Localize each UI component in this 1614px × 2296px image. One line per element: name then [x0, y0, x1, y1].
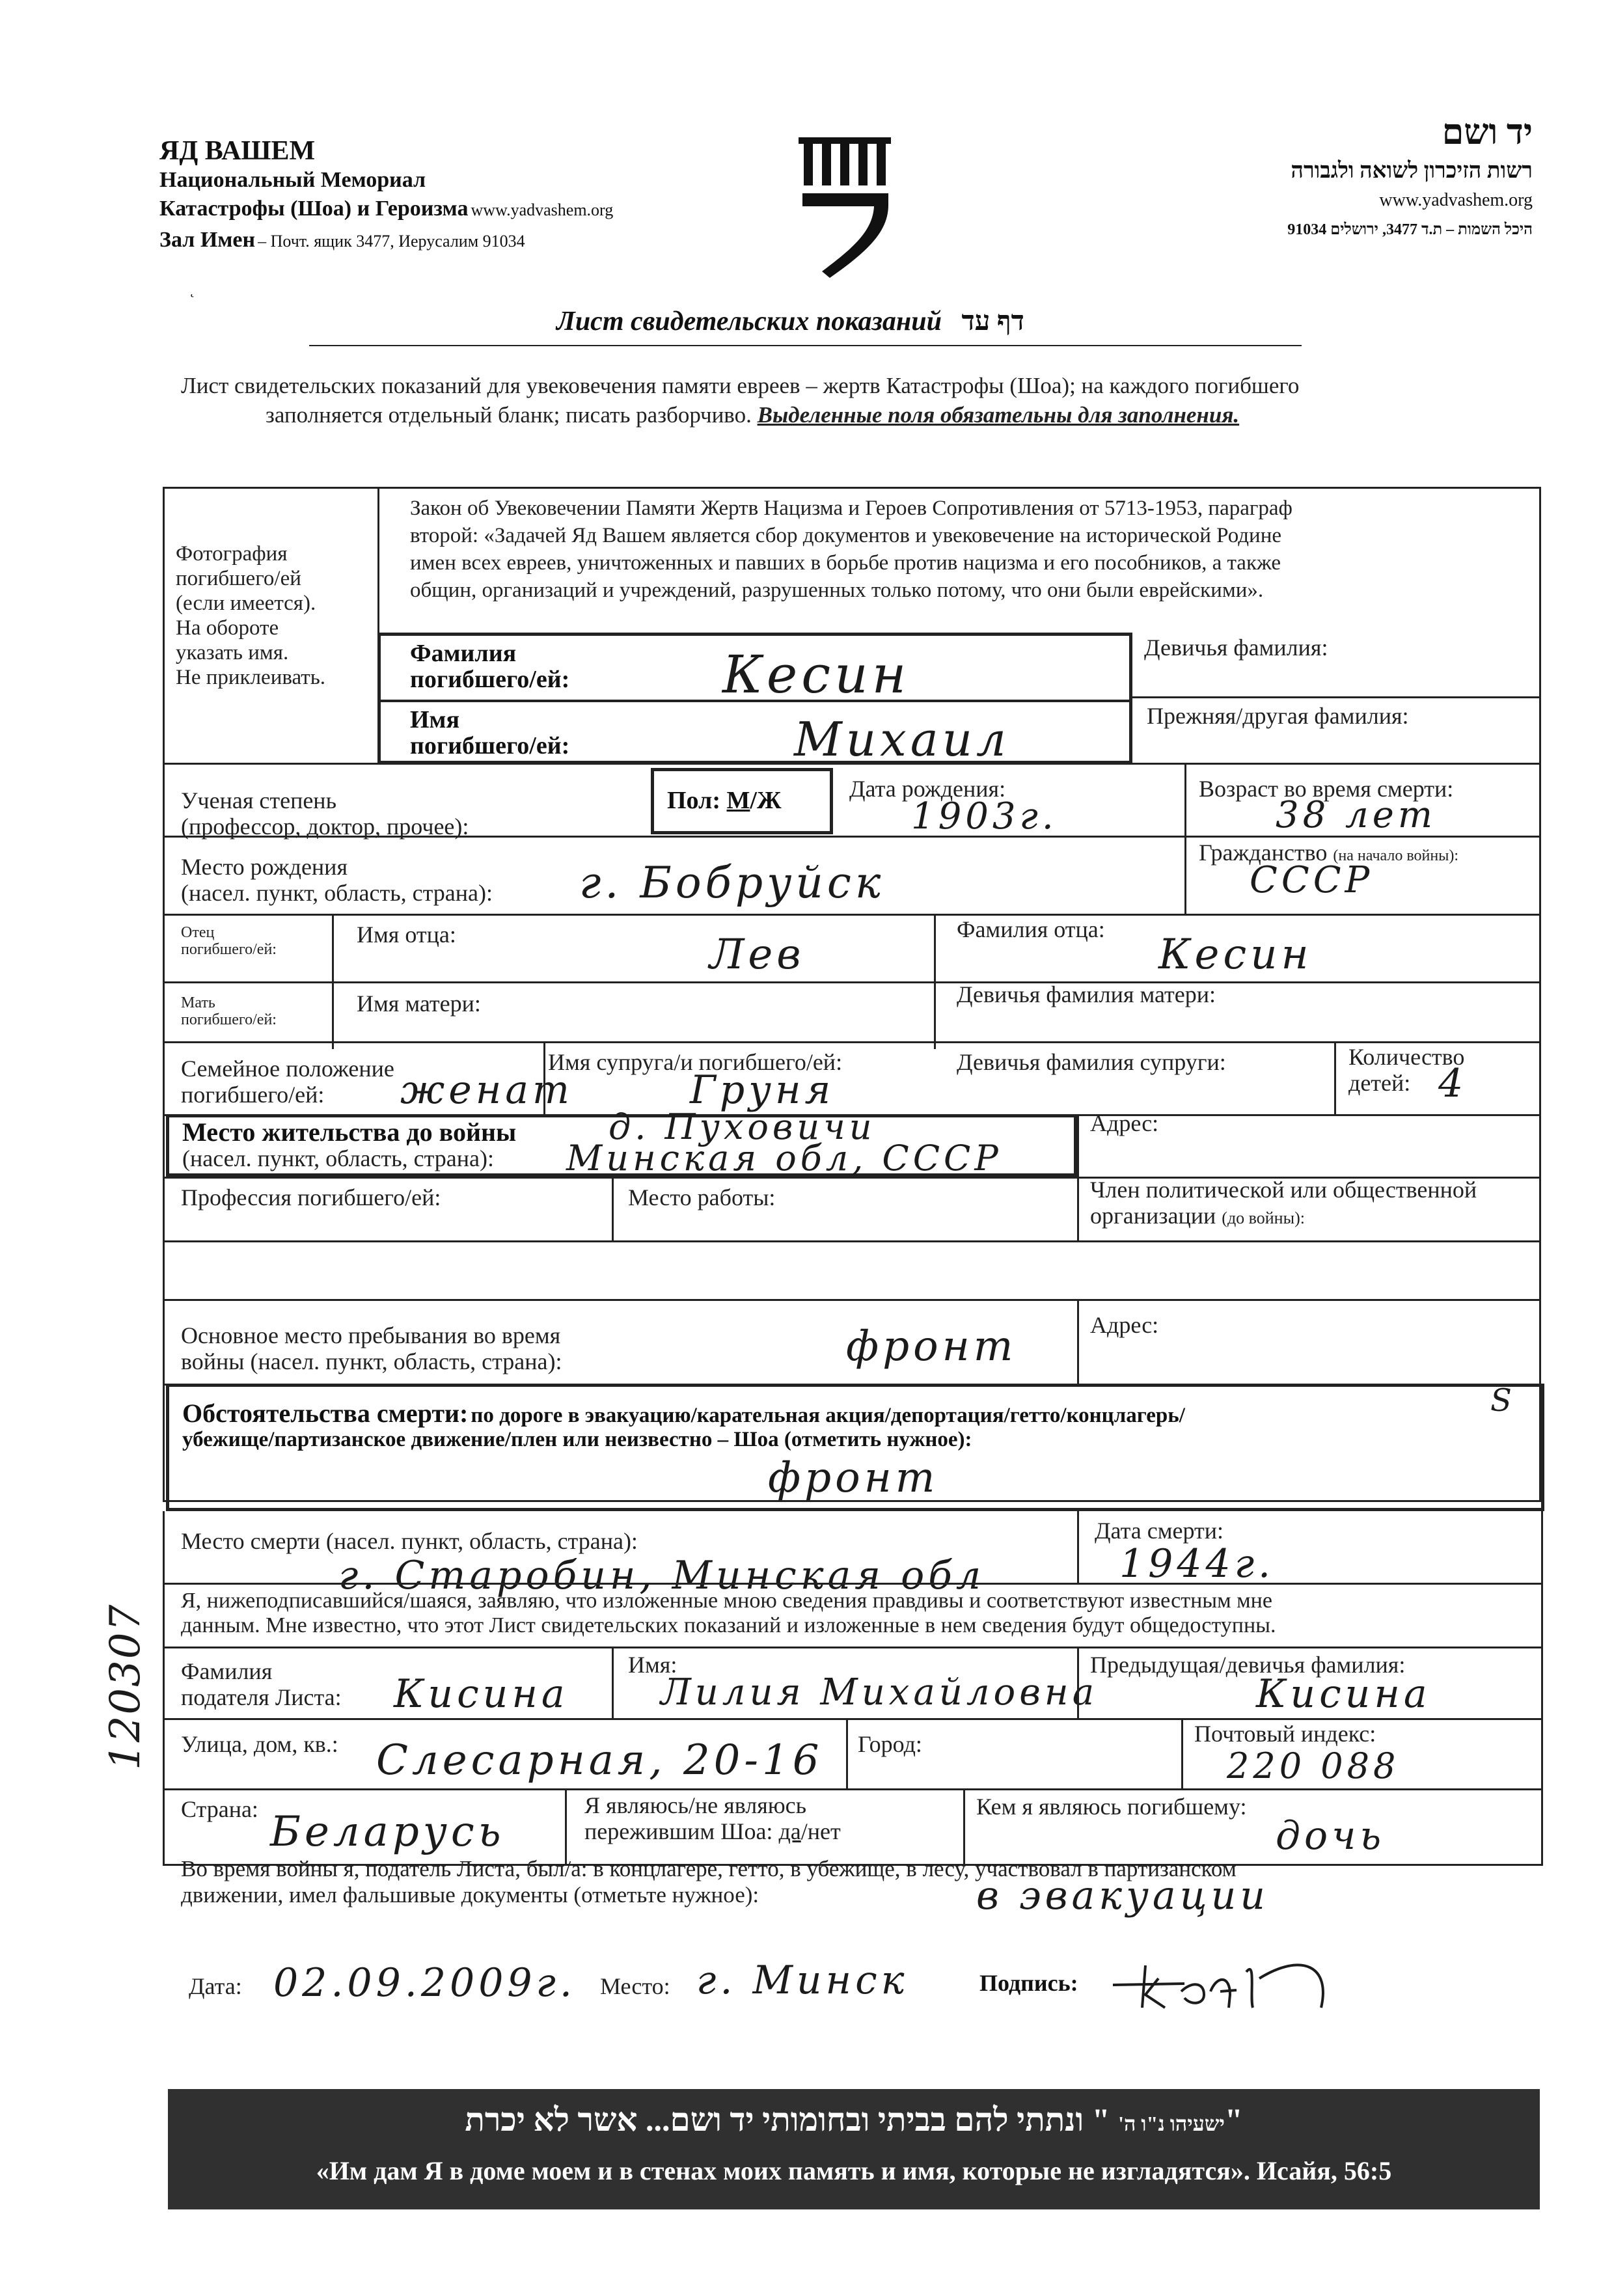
banner-hebrew-row: [168, 2101, 1540, 2139]
member-label-text: организации: [1090, 1203, 1216, 1229]
intro-line2-row: [266, 402, 1239, 428]
law-text-line: общин, организаций и учреждений, разрушенных только потому, что они были еврейскими».: [410, 579, 1264, 602]
birthplace-value[interactable]: г. Бобруйск: [579, 858, 885, 908]
death-place-label: Место смерти (насел. пункт, область, страна):: [181, 1528, 638, 1554]
age-value[interactable]: 38 лет: [1276, 794, 1436, 836]
country-label: Страна:: [181, 1796, 258, 1822]
father-surname-label: Фамилия отца:: [957, 916, 1105, 942]
degree-label-line: (профессор, доктор, прочее):: [181, 813, 469, 840]
sex-label: Пол:: [667, 787, 721, 814]
banner-russian-quote: «Им дам Я в доме моем и в стенах моих память и имя, которые не изгладятся». Исайя, 56:5: [316, 2156, 1392, 2185]
degree-label-line: Ученая степень: [181, 787, 336, 813]
during-war-value[interactable]: в эвакуации: [976, 1873, 1269, 1919]
divider: [163, 1240, 1541, 1242]
sex-f-option[interactable]: /Ж: [750, 787, 782, 814]
survivor-yes-option[interactable]: да: [778, 1818, 801, 1844]
profession-label: Профессия погибшего/ей:: [181, 1184, 441, 1210]
father-note-line: погибшего/ей:: [181, 941, 277, 958]
name-value[interactable]: Михаил: [794, 712, 1010, 767]
divider: [612, 1177, 614, 1240]
divider: [163, 836, 1541, 838]
surname-label-line: погибшего/ей:: [410, 666, 570, 693]
divider: [163, 1647, 1541, 1648]
yad-vashem-logo-icon: [791, 133, 901, 283]
circumstances-value[interactable]: фронт: [768, 1454, 939, 1502]
residence-value-line2[interactable]: Минская обл, СССР: [566, 1138, 1002, 1179]
divider: [1184, 763, 1186, 836]
mother-maiden-label: Девичья фамилия матери:: [957, 981, 1216, 1007]
residence-sublabel: (насел. пункт, область, страна):: [182, 1145, 495, 1171]
wartime-place-value[interactable]: фронт: [846, 1322, 1017, 1371]
mother-note: [181, 994, 277, 1028]
ru-org-line2-row: [159, 197, 613, 221]
mother-note-line: Мать: [181, 994, 215, 1011]
father-name-value[interactable]: Лев: [709, 931, 805, 979]
submitter-surname-label-line: Фамилия: [181, 1658, 273, 1684]
side-record-number: 120307: [102, 1603, 150, 1770]
submitter-surname-value[interactable]: Кисина: [394, 1671, 569, 1717]
photo-note-line: Не приклеивать.: [176, 666, 326, 689]
signature-mark[interactable]: [1106, 1946, 1393, 2017]
divider: [1077, 1114, 1079, 1240]
residence-value-line1[interactable]: д. Пуховичи: [609, 1106, 876, 1147]
sex-m-option[interactable]: М: [726, 787, 750, 814]
photo-note: [176, 541, 325, 690]
divider: [565, 1788, 567, 1864]
form-title-he: דף עד: [961, 307, 1024, 336]
birthplace-label-line: (насел. пункт, область, страна):: [181, 880, 493, 906]
surname-label: [410, 640, 569, 692]
intro-required-note: Выделенные поля обязательны для заполнения.: [757, 402, 1240, 428]
intro-line2: заполняется отдельный бланк; писать разборчиво.: [266, 402, 752, 428]
marital-label: [181, 1056, 394, 1108]
father-name-label: Имя отца:: [357, 922, 456, 948]
surname-label-line: Фамилия: [410, 640, 517, 667]
during-war-line2: движении, имел фальшивые документы (отметьте нужное):: [181, 1882, 759, 1907]
death-date-value[interactable]: 1944г.: [1119, 1541, 1275, 1587]
divider: [163, 1718, 1541, 1720]
citizenship-value[interactable]: СССР: [1250, 859, 1374, 901]
spouse-name-label: Имя супруга/и погибшего/ей:: [548, 1049, 843, 1075]
citizenship-label-text: Гражданство: [1199, 840, 1328, 866]
photo-note-line: указать имя.: [176, 641, 289, 664]
member-label-line2: [1090, 1203, 1305, 1231]
he-org-url[interactable]: www.yadvashem.org: [1379, 190, 1533, 210]
former-name-label: Прежняя/другая фамилия:: [1147, 703, 1409, 729]
divider: [163, 1788, 1541, 1790]
intro-line1: Лист свидетельских показаний для увековечения памяти евреев – жертв Катастрофы (Шоа); на каждого погибшего: [181, 373, 1300, 398]
he-org-line1: רשות הזיכרון לשואה ולגבורה: [1291, 159, 1533, 183]
spouse-name-value[interactable]: Груня: [690, 1067, 835, 1113]
during-war-line1: Во время войны я, податель Листа, был/а: в концлагере, гетто, в убежище, в лесу, участвовал в партизанском: [181, 1856, 1237, 1881]
wartime-label-line: войны (насел. пункт, область, страна):: [181, 1348, 562, 1374]
marital-label-line: Семейное положение: [181, 1056, 394, 1082]
form-title-ru: Лист свидетельских показаний: [556, 307, 942, 336]
marital-label-line: погибшего/ей:: [181, 1082, 325, 1108]
degree-label: [181, 787, 469, 840]
name-label: [410, 707, 569, 759]
divider: [846, 1718, 848, 1788]
submitter-prev-surname-value[interactable]: Кисина: [1256, 1671, 1431, 1717]
submitter-prev-surname-label: Предыдущая/девичья фамилия:: [1090, 1652, 1406, 1678]
circumstances-label: Обстоятельства смерти:: [182, 1399, 469, 1428]
birthplace-label: [181, 854, 493, 906]
marital-value[interactable]: женат: [400, 1067, 573, 1113]
birth-date-label: Дата рождения:: [849, 776, 1006, 802]
divider: [1077, 1299, 1079, 1384]
divider: [163, 763, 1541, 765]
wartime-place-label: [181, 1322, 562, 1374]
divider: [543, 1041, 545, 1114]
age-label: Возраст во время смерти:: [1199, 776, 1454, 802]
divider: [163, 1511, 165, 1864]
form-title: [556, 306, 1024, 337]
city-label: Город:: [858, 1731, 922, 1757]
father-note-line: Отец: [181, 924, 215, 941]
ru-org-title: ЯД ВАШЕМ: [159, 136, 316, 166]
signature-label: Подпись:: [979, 1970, 1078, 1996]
submitter-name-label: Имя:: [628, 1652, 677, 1678]
photo-note-line: Фотография: [176, 542, 288, 566]
street-label: Улица, дом, кв.:: [181, 1731, 338, 1757]
photo-note-line: На обороте: [176, 616, 279, 640]
postcode-label: Почтовый индекс:: [1194, 1721, 1376, 1747]
ru-org-line1: Национальный Мемориал: [159, 168, 426, 192]
declaration-line2: данным. Мне известно, что этот Лист свидетельских показаний и изложенные в нем сведения будут общедоступны.: [181, 1613, 1276, 1637]
wartime-label-line: Основное место пребывания во время: [181, 1322, 561, 1348]
death-date-label: Дата смерти:: [1095, 1518, 1224, 1544]
date-label: Дата:: [189, 1973, 242, 1999]
divider: [1184, 836, 1186, 914]
surname-value[interactable]: Кесин: [722, 644, 910, 705]
sex-field[interactable]: [667, 786, 782, 815]
children-label-line: Количество: [1348, 1044, 1465, 1070]
name-label-line: погибшего/ей:: [410, 732, 570, 759]
divider: [1132, 696, 1541, 698]
footer-quote-banner: [168, 2089, 1540, 2209]
submitter-name-value[interactable]: Лилия Михайловна: [661, 1671, 1099, 1714]
relation-label: Кем я являюсь погибшему:: [976, 1794, 1247, 1820]
residence-address-label: Адрес:: [1090, 1110, 1159, 1136]
country-value[interactable]: Беларусь: [270, 1808, 505, 1856]
circumstances-mark: S: [1490, 1382, 1516, 1419]
postcode-value[interactable]: 220 088: [1227, 1745, 1400, 1786]
death-place-value[interactable]: г. Старобин, Минская обл: [338, 1553, 985, 1598]
name-label-line: Имя: [410, 706, 459, 733]
workplace-label: Место работы:: [628, 1184, 776, 1210]
place-label: Место:: [600, 1973, 670, 1999]
divider: [963, 1788, 965, 1864]
divider: [1334, 1041, 1336, 1114]
ru-hall-row: [159, 228, 525, 253]
residence-label: Место жительства до войны: [182, 1117, 517, 1147]
citizenship-note: (на начало войны):: [1333, 847, 1458, 864]
street-value[interactable]: Слесарная, 20-16: [376, 1736, 823, 1784]
divider: [163, 1299, 1541, 1301]
survivor-label-text: пережившим Шоа:: [584, 1818, 773, 1844]
circumstances-options-2: убежище/партизанское движение/плен или неизвестно – Шоа (отметить нужное):: [182, 1428, 972, 1451]
place-value[interactable]: г. Минск: [696, 1958, 909, 2003]
ru-address: – Почт. ящик 3477, Иерусалим 91034: [258, 232, 525, 251]
children-value[interactable]: 4: [1438, 1061, 1468, 1106]
survivor-no-option[interactable]: /нет: [800, 1818, 841, 1844]
divider: [612, 1647, 614, 1718]
divider: [1077, 1511, 1079, 1583]
ru-hall: Зал Имен: [159, 228, 256, 252]
divider: [1077, 1647, 1079, 1718]
ru-org-url[interactable]: www.yadvashem.org: [471, 200, 614, 219]
law-text-line: имен всех евреев, уничтоженных и павших в борьбе против нацизма и его пособников, а также: [410, 551, 1281, 575]
birth-date-value[interactable]: 1903г.: [911, 795, 1058, 838]
banner-hebrew-ref: ישעיהו נ"ו ה': [1118, 2112, 1225, 2135]
law-text-line: второй: «Задачей Яд Вашем является сбор документов и увековечение на исторической Родине: [410, 524, 1282, 547]
circumstances-options-1: по дороге в эвакуацию/карательная акция/депортация/гетто/концлагерь/: [471, 1404, 1185, 1427]
he-org-title: יד ושם: [1442, 113, 1533, 152]
mother-name-label: Имя матери:: [357, 991, 481, 1017]
survivor-label-line1: Я являюсь/не являюсь: [584, 1792, 807, 1818]
member-note: (до войны):: [1222, 1209, 1305, 1227]
he-address: היכל השמות – ת.ד 3477, ירושלים 91034: [1287, 221, 1533, 238]
divider: [163, 914, 1541, 916]
title-underline: [309, 345, 1302, 346]
declaration-line1: Я, нижеподписавшийся/шаяся, заявляю, что изложенные мною сведения правдивы и соответствуют известным мне: [181, 1589, 1272, 1613]
divider: [1541, 1511, 1543, 1864]
divider: [1181, 1718, 1183, 1788]
submitter-surname-label-line: подателя Листа:: [181, 1684, 342, 1710]
law-text-line: Закон об Увековечении Памяти Жертв Нацизма и Героев Сопротивления от 5713-1953, параграф: [410, 497, 1293, 520]
father-note: [181, 924, 277, 958]
member-label-line1: Член политической или общественной: [1090, 1177, 1477, 1203]
scan-speck: ˛: [190, 281, 195, 297]
maiden-name-label: Девичья фамилия:: [1144, 635, 1328, 661]
spouse-maiden-label: Девичья фамилия супруги:: [957, 1049, 1226, 1075]
birthplace-label-line: Место рождения: [181, 854, 348, 880]
photo-note-line: (если имеется).: [176, 592, 316, 615]
photo-note-line: погибшего/ей: [176, 567, 301, 590]
divider: [163, 1583, 1541, 1585]
wartime-address-label: Адрес:: [1090, 1312, 1159, 1338]
date-value[interactable]: 02.09.2009г.: [273, 1960, 576, 2006]
survivor-label-line2: [584, 1818, 841, 1844]
father-surname-value[interactable]: Кесин: [1158, 931, 1313, 979]
relation-value[interactable]: дочь: [1276, 1813, 1386, 1859]
banner-hebrew-quote: " ונתתי להם בביתי ובחומותי יד ושם... אשר לא יכרת": [465, 2101, 1243, 2138]
circumstances-row1: [182, 1398, 1185, 1428]
divider: [163, 981, 1541, 983]
mother-note-line: погибшего/ей:: [181, 1011, 277, 1028]
ru-org-line2: Катастрофы (Шоа) и Героизма: [159, 197, 469, 221]
law-text: [410, 495, 1293, 604]
children-label-line: детей:: [1348, 1070, 1411, 1096]
submitter-surname-label: [181, 1658, 342, 1710]
